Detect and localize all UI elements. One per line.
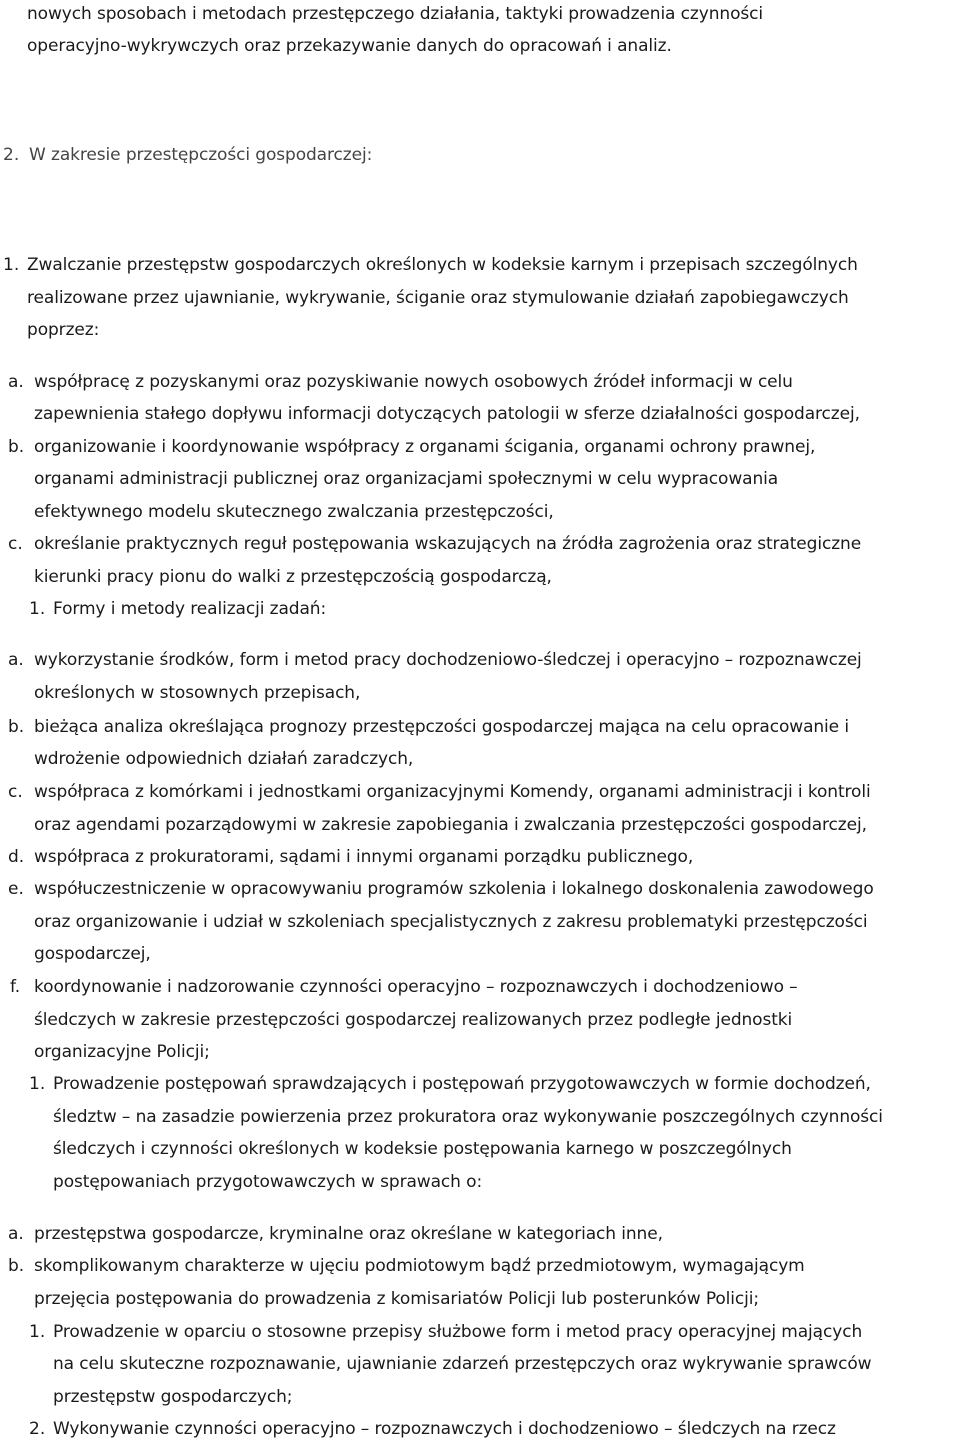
list-1-item-b-line: efektywnego modelu skutecznego zwalczania przestępczości, [34, 502, 554, 522]
list-2-item-d-line: współpraca z prokuratorami, sądami i innymi organami porządku publicznego, [34, 847, 694, 867]
list-2-item-f-line: organizacyjne Policji; [34, 1042, 210, 1062]
list-3-item-b-line: skomplikowanym charakterze w ujęciu podmiotowym bądź przedmiotowym, wymagającym [34, 1256, 805, 1276]
list-3-item-a-line: przestępstwa gospodarcze, kryminalne oraz określane w kategoriach inne, [34, 1224, 663, 1244]
list-2-item-a-line: określonych w stosownych przepisach, [34, 683, 361, 703]
intro-line-1: nowych sposobach i metodach przestępczego działania, taktyki prowadzenia czynności [27, 4, 763, 24]
list-1-marker-b: b. [8, 437, 25, 457]
list-2-item-b-line: bieżąca analiza określająca prognozy przestępczości gospodarczej mająca na celu opracowanie i [34, 717, 849, 737]
item-2-marker: 2. [29, 1419, 46, 1439]
item-1d-line: na celu skuteczne rozpoznawanie, ujawnianie zdarzeń przestępczych oraz wykrywanie sprawców [53, 1354, 872, 1374]
section-2-marker: 2. [3, 145, 20, 165]
item-1-line: poprzez: [27, 320, 100, 340]
item-2-line: Wykonywanie czynności operacyjno – rozpoznawczych i dochodzeniowo – śledczych na rzecz [53, 1419, 836, 1439]
list-1-item-b-line: organizowanie i koordynowanie współpracy z organami ścigania, organami ochrony prawnej, [34, 437, 816, 457]
list-2-item-c-line: współpraca z komórkami i jednostkami organizacyjnymi Komendy, organami administracji i kontroli [34, 782, 871, 802]
item-1-line: realizowane przez ujawnianie, wykrywanie, ściganie oraz stymulowanie działań zapobiegawczych [27, 288, 849, 308]
list-2-marker-f: f. [10, 977, 21, 997]
list-2-item-e-line: współuczestniczenie w opracowywaniu programów szkolenia i lokalnego doskonalenia zawodowego [34, 879, 874, 899]
list-2-item-e-line: oraz organizowanie i udział w szkoleniach specjalistycznych z zakresu problematyki przestępczości [34, 912, 868, 932]
intro-line-2: operacyjno-wykrywczych oraz przekazywanie danych do opracowań i analiz. [27, 36, 672, 56]
item-1b-heading: Formy i metody realizacji zadań: [53, 599, 327, 619]
list-2-marker-d: d. [8, 847, 25, 867]
list-1-item-c-line: kierunki pracy pionu do walki z przestępczością gospodarczą, [34, 567, 552, 587]
list-2-marker-a: a. [8, 650, 24, 670]
list-3-marker-a: a. [8, 1224, 24, 1244]
list-1-item-b-line: organami administracji publicznej oraz organizacjami społecznymi w celu wypracowania [34, 469, 779, 489]
list-2-marker-b: b. [8, 717, 25, 737]
list-2-item-c-line: oraz agendami pozarządowymi w zakresie zapobiegania i zwalczania przestępczości gospodarczej, [34, 815, 867, 835]
list-2-marker-e: e. [8, 879, 24, 899]
list-1-item-a-line: zapewnienia stałego dopływu informacji dotyczących patologii w sferze działalności gospodarczej, [34, 404, 860, 424]
list-2-item-f-line: koordynowanie i nadzorowanie czynności operacyjno – rozpoznawczych i dochodzeniowo – [34, 977, 798, 997]
list-2-item-f-line: śledczych w zakresie przestępczości gospodarczej realizowanych przez podległe jednostki [34, 1010, 793, 1030]
item-1d-line: przestępstw gospodarczych; [53, 1387, 293, 1407]
list-1-marker-c: c. [8, 534, 23, 554]
item-1-line: Zwalczanie przestępstw gospodarczych określonych w kodeksie karnym i przepisach szczególnych [27, 255, 858, 275]
item-1b-marker: 1. [29, 599, 46, 619]
list-2-marker-c: c. [8, 782, 23, 802]
item-1d-marker: 1. [29, 1322, 46, 1342]
list-2-item-a-line: wykorzystanie środków, form i metod pracy dochodzeniowo-śledczej i operacyjno – rozpoznawczej [34, 650, 862, 670]
list-2-item-b-line: wdrożenie odpowiednich działań zaradczych, [34, 749, 414, 769]
item-1c-line: Prowadzenie postępowań sprawdzających i postępowań przygotowawczych w formie dochodzeń, [53, 1074, 871, 1094]
list-1-item-a-line: współpracę z pozyskanymi oraz pozyskiwanie nowych osobowych źródeł informacji w celu [34, 372, 793, 392]
list-1-item-c-line: określanie praktycznych reguł postępowania wskazujących na źródła zagrożenia oraz strategiczne [34, 534, 862, 554]
item-1-marker: 1. [3, 255, 20, 275]
item-1c-line: śledczych i czynności określonych w kodeksie postępowania karnego w poszczególnych [53, 1139, 792, 1159]
item-1c-marker: 1. [29, 1074, 46, 1094]
section-2-heading: W zakresie przestępczości gospodarczej: [29, 145, 373, 165]
item-1d-line: Prowadzenie w oparciu o stosowne przepisy służbowe form i metod pracy operacyjnej mających [53, 1322, 863, 1342]
list-1-marker-a: a. [8, 372, 24, 392]
list-3-marker-b: b. [8, 1256, 25, 1276]
list-2-item-e-line: gospodarczej, [34, 944, 151, 964]
item-1c-line: śledztw – na zasadzie powierzenia przez prokuratora oraz wykonywanie poszczególnych czynności [53, 1107, 883, 1127]
list-3-item-b-line: przejęcia postępowania do prowadzenia z komisariatów Policji lub posterunków Policji; [34, 1289, 760, 1309]
item-1c-line: postępowaniach przygotowawczych w sprawach o: [53, 1172, 483, 1192]
